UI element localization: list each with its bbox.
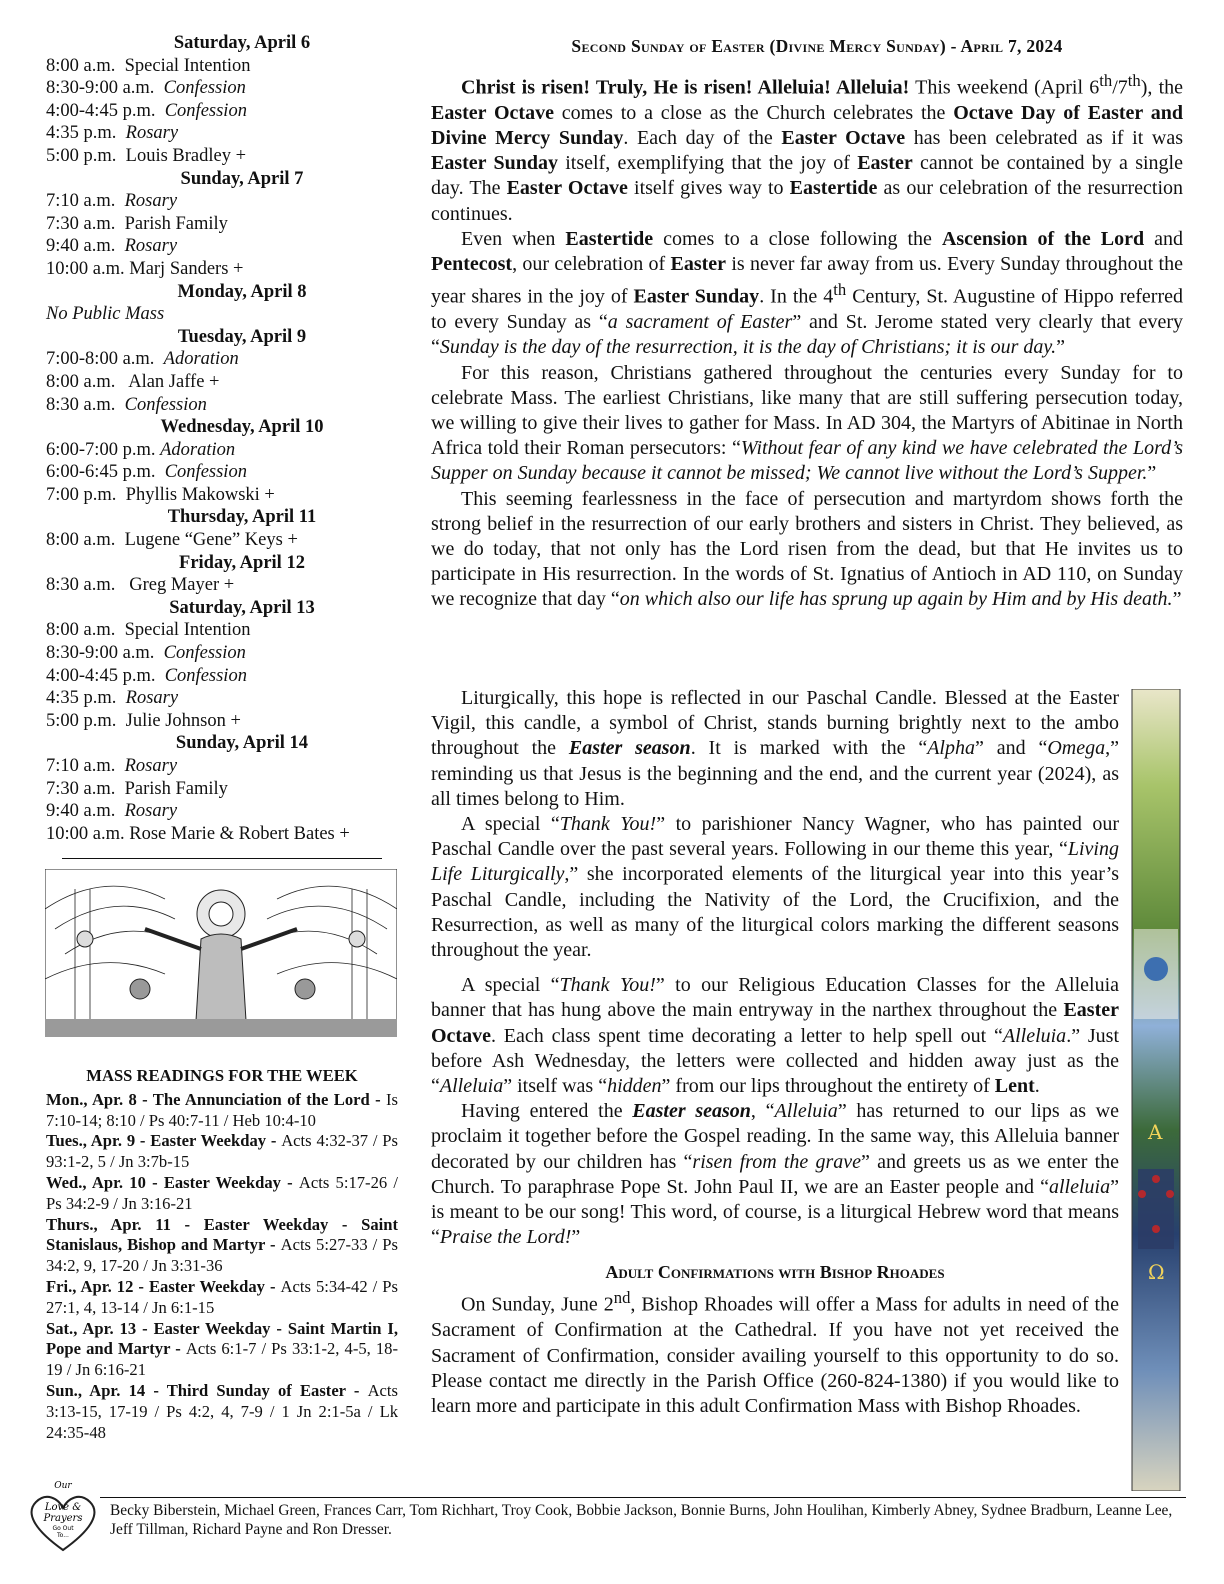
schedule-text: 8:30-9:00 a.m. <box>46 643 164 664</box>
article-title: Second Sunday of Easter (Divine Mercy Sunday) - April 7, 2024 <box>571 36 1063 56</box>
schedule-day-heading: Sunday, April 7 <box>180 168 304 189</box>
section-title: Adult Confirmations with Bishop Rhoades <box>605 1262 945 1283</box>
reading-entry <box>46 1131 398 1173</box>
schedule-row <box>46 348 398 371</box>
schedule-row <box>46 574 398 597</box>
schedule-row <box>46 461 398 484</box>
schedule-text: 7:30 a.m. Parish Family <box>46 778 228 799</box>
paragraph: Having entered the Easter season, “Alleluia” has returned to our lips as we proclaim it together before the Gospel reading. In the same way, this Alleluia banner decorated by our children has “risen from the grave” and greets us as we enter the Church. To paraphrase Pope St. John Paul II, we are an Easter people and “alleluia” is meant to be our song! This word, of course, is a liturgical Hebrew word that means “Praise the Lord!” <box>431 1100 1120 1249</box>
reading-citations: Acts 3:13-15, 17-19 / Ps 4:2, 4, 7-9 / 1 Jn 2:1-5a / Lk 24:35-48 <box>46 1380 398 1442</box>
schedule-row <box>46 235 398 258</box>
paragraph: For this reason, Christians gathered throughout the centuries every Sunday for to celebrate Mass. The earliest Christians, like many that are still suffering persecution today, we willing to give their lives to gather for Mass. In AD 304, the Martyrs of Abitinae in North Africa told their Roman persecutors: “Without fear of any kind we have celebrated the Lord’s Supper on Sunday because it cannot be missed; We cannot live without the Lord’s Supper.” <box>431 361 1184 485</box>
prayers-heart-logo <box>22 1476 104 1558</box>
logo-text: To... <box>57 1532 69 1539</box>
schedule-text: 6:00-6:45 p.m. <box>46 462 165 483</box>
schedule-row <box>46 100 398 123</box>
paragraph: A special “Thank You!” to parishioner Nancy Wagner, who has painted our Paschal Candle over the past several years. Following in our theme this year, “Living Life Liturgically,” she incorporated elements of the liturgical year into this year’s Paschal Candle, including the Nativity of the Lord, the Crucifixion, and the Resurrection, as well as many of the liturgical colors marking the different seasons throughout the year. <box>431 813 1119 962</box>
schedule-text: 4:00-4:45 p.m. <box>46 665 165 686</box>
reading-entry <box>46 1381 398 1443</box>
schedule-event: Rosary <box>124 801 178 822</box>
reading-day: Thurs., Apr. 11 - Easter Weekday - Saint Stanislaus, Bishop and Martyr - <box>46 1214 398 1255</box>
reading-citations: Acts 5:34-42 / Ps 27:1, 4, 13-14 / Jn 6:1-15 <box>46 1276 398 1317</box>
schedule-event: No Public Mass <box>46 304 165 325</box>
paragraph: Christ is risen! Truly, He is risen! Alleluia! Alleluia! This weekend (April 6th/7th), the Easter Octave comes to a close as the Church celebrates the Octave Day of Easter and Divine Mercy Sunday. Each day of the Easter Octave has been celebrated as if it was Easter Sunday itself, exemplifying that the joy of Easter cannot be contained by a single day. The Easter Octave itself gives way to Eastertide as our celebration of the resurrection continues. <box>431 71 1184 225</box>
logo-text: Our <box>54 1481 72 1491</box>
schedule-day-heading: Monday, April 8 <box>177 281 307 302</box>
schedule-row <box>46 371 398 394</box>
footer-divider <box>100 1497 1186 1498</box>
schedule-row <box>46 55 398 78</box>
schedule-row <box>46 213 398 236</box>
schedule-event: Rosary <box>125 123 179 144</box>
schedule-row <box>46 394 398 417</box>
schedule-event: Confession <box>164 100 247 121</box>
schedule-row <box>46 619 398 642</box>
schedule-event: Confession <box>164 665 247 686</box>
reading-citations: Acts 6:1-7 / Ps 33:1-2, 4-5, 18-19 / Jn 6:16-21 <box>46 1339 398 1380</box>
reading-entry <box>46 1215 398 1277</box>
mass-schedule <box>46 32 398 845</box>
article-body-narrow <box>431 686 1119 1419</box>
logo-text: Love & <box>44 1502 82 1513</box>
schedule-text: 5:00 p.m. Julie Johnson + <box>46 710 241 731</box>
schedule-row <box>46 303 398 326</box>
schedule-text: 4:35 p.m. <box>46 123 126 144</box>
schedule-day-heading: Saturday, April 13 <box>169 597 315 618</box>
schedule-text: 8:00 a.m. Special Intention <box>46 55 251 76</box>
schedule-text: 8:00 a.m. Lugene “Gene” Keys + <box>46 530 298 551</box>
schedule-event: Rosary <box>124 191 178 212</box>
schedule-row <box>46 145 398 168</box>
schedule-text: 8:30 a.m. <box>46 394 125 415</box>
reading-day: Mon., Apr. 8 - The Annunciation of the Lord - <box>46 1089 387 1109</box>
schedule-row <box>46 484 398 507</box>
schedule-row <box>46 755 398 778</box>
schedule-row <box>46 800 398 823</box>
schedule-row <box>46 823 398 846</box>
paragraph: Liturgically, this hope is reflected in our Paschal Candle. Blessed at the Easter Vigil, this candle, a symbol of Christ, stands burning brightly next to the ambo throughout the Easter season. It is marked with the “Alpha” and “Omega,” reminding us that Jesus is the beginning and the end, and the current year (2024), as all times belong to Him. <box>431 687 1119 810</box>
christ-king-engraving <box>45 869 397 1037</box>
schedule-row <box>46 439 398 462</box>
schedule-text: 8:30-9:00 a.m. <box>46 78 164 99</box>
schedule-text: 6:00-7:00 p.m. <box>46 439 161 460</box>
schedule-day-heading: Saturday, April 6 <box>173 33 311 53</box>
prayer-list: Becky Biberstein, Michael Green, Frances Carr, Tom Richhart, Troy Cook, Bobbie Jackson, Bonnie Burns, John Houlihan, Kimberly Abney, Sydnee Bradburn, Leanne Lee, Jeff Tillman, Richard Payne and Ron Dresser. <box>110 1502 1173 1538</box>
divider <box>62 858 382 859</box>
schedule-text: 9:40 a.m. <box>46 801 125 822</box>
reading-day: Fri., Apr. 12 - Easter Weekday - <box>46 1276 281 1296</box>
schedule-text: 9:40 a.m. <box>46 236 125 257</box>
schedule-event: Confession <box>163 643 246 664</box>
schedule-text: 10:00 a.m. Rose Marie & Robert Bates + <box>46 823 350 844</box>
article-body-wide <box>431 68 1183 613</box>
schedule-text: 7:10 a.m. <box>46 191 125 212</box>
reading-entry <box>46 1173 398 1215</box>
mass-readings <box>46 1066 398 1443</box>
schedule-row <box>46 710 398 733</box>
reading-entry <box>46 1090 398 1132</box>
schedule-event: Adoration <box>163 349 239 370</box>
schedule-day-heading: Wednesday, April 10 <box>160 417 324 438</box>
schedule-text: 7:30 a.m. Parish Family <box>46 213 228 234</box>
paragraph: On Sunday, June 2nd, Bishop Rhoades will offer a Mass for adults in need of the Sacrament of Confirmation at the Cathedral. If you have not yet received the Sacrament of Confirmation, consider availing yourself to this opportunity to do so. Please contact me directly in the Parish Office (260-824-1380) if you would like to learn more and participate in this adult Confirmation Mass with Bishop Rhoades. <box>431 1288 1119 1417</box>
schedule-row <box>46 258 398 281</box>
paragraph: This seeming fearlessness in the face of persecution and martyrdom shows forth the strong belief in the resurrection of our early brothers and sisters in Christ. They believed, as we do today, that not only has the Lord risen from the dead, but that He invites us to participate in His resurrection. In the words of St. Ignatius of Antioch in AD 110, on Sunday we recognize that day “on which also our life has sprung up again by Him and by His death.” <box>431 487 1183 611</box>
reading-citations: Acts 4:32-37 / Ps 93:1-2, 5 / Jn 3:7b-15 <box>46 1131 398 1172</box>
schedule-row <box>46 529 398 552</box>
reading-entry <box>46 1319 398 1381</box>
schedule-text: 7:10 a.m. <box>46 756 125 776</box>
schedule-row <box>46 778 398 801</box>
svg-text:Ω: Ω <box>1148 1260 1165 1284</box>
reading-citations: Acts 5:27-33 / Ps 34:2, 9, 17-20 / Jn 3:31-36 <box>46 1235 398 1276</box>
schedule-row <box>46 665 398 688</box>
schedule-event: Rosary <box>124 756 178 776</box>
schedule-row <box>46 122 398 145</box>
schedule-row <box>46 77 398 100</box>
schedule-text: 7:00-8:00 a.m. <box>46 349 164 370</box>
paschal-candle-image <box>1124 689 1188 1491</box>
reading-day: Tues., Apr. 9 - Easter Weekday - <box>46 1131 282 1151</box>
schedule-text: 8:00 a.m. Alan Jaffe + <box>46 371 220 392</box>
schedule-event: Confession <box>164 462 247 483</box>
schedule-day-heading: Friday, April 12 <box>179 552 305 573</box>
readings-heading: MASS READINGS FOR THE WEEK <box>86 1066 358 1085</box>
schedule-day-heading: Tuesday, April 9 <box>177 326 307 347</box>
schedule-text: 4:00-4:45 p.m. <box>46 100 165 121</box>
reading-entry <box>46 1277 398 1319</box>
schedule-text: 4:35 p.m. <box>46 688 126 709</box>
paragraph: A special “Thank You!” to our Religious Education Classes for the Alleluia banner that has hung above the main entryway in the narthex throughout the Easter Octave. Each class spent time decorating a letter to help spell out “Alleluia.” Just before Ash Wednesday, the letters were collected and hidden away just as the “Alleluia” itself was “hidden” from our lips throughout the entirety of Lent. <box>431 974 1120 1098</box>
schedule-event: Rosary <box>124 236 178 257</box>
schedule-text: 8:00 a.m. Special Intention <box>46 620 251 641</box>
article-header <box>431 36 1183 57</box>
reading-day: Sat., Apr. 13 - Easter Weekday - Saint Martin I, Pope and Martyr - <box>46 1318 398 1359</box>
reading-citations: Acts 5:17-26 / Ps 34:2-9 / Jn 3:16-21 <box>46 1172 398 1213</box>
schedule-text: 10:00 a.m. Marj Sanders + <box>46 258 244 279</box>
schedule-event: Adoration <box>160 439 236 460</box>
schedule-text: 8:30 a.m. Greg Mayer + <box>46 575 235 596</box>
schedule-row <box>46 190 398 213</box>
logo-text: Go Out <box>52 1525 74 1532</box>
schedule-row <box>46 642 398 665</box>
schedule-row <box>46 687 398 710</box>
paragraph: Even when Eastertide comes to a close following the Ascension of the Lord and Pentecost, our celebration of Easter is never far away from us. Every Sunday throughout the year shares in the joy of Easter Sunday. In the 4th Century, St. Augustine of Hippo referred to every Sunday as “a sacrament of Easter” and St. Jerome stated very clearly that every “Sunday is the day of the resurrection, it is the day of Christians; it is our day.” <box>431 227 1184 359</box>
schedule-text: 5:00 p.m. Louis Bradley + <box>46 145 247 166</box>
schedule-day-heading: Sunday, April 14 <box>175 733 309 754</box>
schedule-event: Rosary <box>125 688 179 709</box>
schedule-day-heading: Thursday, April 11 <box>167 507 317 528</box>
reading-citations: Is 7:10-14; 8:10 / Ps 40:7-11 / Heb 10:4-10 <box>46 1089 398 1130</box>
logo-text: Prayers <box>43 1513 83 1524</box>
schedule-text: 7:00 p.m. Phyllis Makowski + <box>46 484 275 505</box>
reading-day: Wed., Apr. 10 - Easter Weekday - <box>46 1172 299 1192</box>
schedule-event: Confession <box>163 78 246 99</box>
svg-text:A: A <box>1148 1120 1163 1144</box>
reading-day: Sun., Apr. 14 - Third Sunday of Easter - <box>46 1380 368 1400</box>
schedule-event: Confession <box>124 394 207 415</box>
